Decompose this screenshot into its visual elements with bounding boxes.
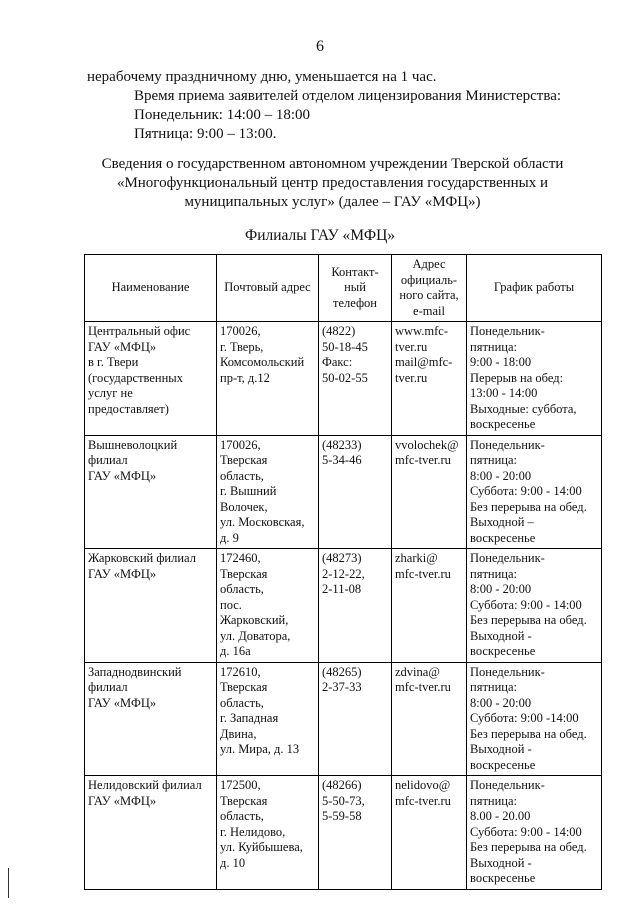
cell-line: пятница: [470,566,517,581]
table-title: Филиалы ГАУ «МФЦ» [244,227,396,244]
cell-line: Нелидовский филиал [88,778,202,792]
cell-line: пятница: [470,339,517,354]
cell-line: пр-т, д.12 [220,370,270,385]
cell-schedule [467,549,602,663]
cell-line: Без перерыва на обед. [470,613,587,627]
cell-line: 50-18-45 [322,339,368,354]
cell-line: область, [220,809,264,823]
cell-line: г. Западная [220,711,279,725]
cell-line: Факс: [322,355,353,369]
cell-line: Почтовый адрес [224,280,311,295]
cell-line: mfc-tver.ru [395,566,451,581]
cell-line: предоставляет) [88,401,169,416]
header-cell-website [392,255,467,322]
table-row [85,662,602,776]
cell-line: область, [220,582,264,596]
cell-line: nelidovo@ [395,778,451,792]
heading-line: Сведения о государственном автономном учреждении Тверской области [101,156,564,172]
cell-line: zdvina@ [395,664,440,679]
cell-website [392,662,467,776]
cell-line: ул. Мира, д. 13 [220,742,300,756]
cell-line: Центральный офис [88,324,191,338]
cell-line: Понедельник- [470,778,545,792]
cell-line: д. 16а [220,644,251,658]
cell-line: Суббота: 9:00 -14:00 [470,711,579,725]
cell-line: Жарковский филиал [88,551,196,565]
cell-line: ГАУ «МФЦ» [88,468,157,483]
cell-line: Понедельник- [470,664,545,679]
cell-line: ного сайта, [399,288,459,302]
cell-line: 5-34-46 [322,453,362,467]
cell-line: воскресенье [470,644,536,658]
table-row [85,322,602,436]
cell-line: ГАУ «МФЦ» [88,566,157,581]
cell-line: д. 10 [220,855,246,870]
cell-line: воскресенье [470,757,536,772]
cell-line: Без перерыва на обед. [470,840,587,854]
cell-line: Адрес [412,257,446,271]
cell-line: 50-02-55 [322,370,368,385]
cell-line: 5-59-58 [322,809,362,823]
cell-address [217,549,319,663]
table-row [85,549,602,663]
cell-line: Тверская [220,793,268,808]
header-cell-name [85,255,217,322]
cell-line: Контакт- [331,264,379,279]
cell-schedule [467,776,602,890]
cell-line: 8:00 - 20:00 [470,582,532,596]
cell-line: 172460, [220,551,261,565]
cell-line: Наименование [111,280,190,295]
margin-mark [8,868,9,898]
cell-line: 5-50-73, [322,793,365,808]
cell-line: (48265) [322,664,362,679]
cell-line: Без перерыва на обед. [470,726,587,741]
cell-line: 170026, [220,324,261,338]
cell-line: г. Вышний [220,484,277,498]
cell-name [85,662,217,776]
cell-line: 2-12-22, [322,566,365,581]
header-cell-address [217,255,319,322]
cell-line: ГАУ «МФЦ» [88,695,157,710]
cell-name [85,435,217,549]
table-header-row [85,255,602,322]
cell-line: Двина, [220,726,257,741]
cell-line: ГАУ «МФЦ» [88,793,157,808]
cell-line: д. 9 [220,530,239,545]
intro-text [87,68,607,144]
cell-line: официаль- [400,272,458,287]
cell-line: (государственных [88,370,183,385]
cell-phone [319,322,392,436]
header-cell-phone [319,255,392,322]
cell-line: (48233) [322,437,362,452]
cell-line: 8:00 - 20:00 [470,468,532,483]
cell-line: Тверская [220,566,268,581]
cell-line: г. Нелидово, [220,824,286,839]
cell-line: 8:00 - 20:00 [470,695,532,710]
cell-line: ный [344,280,366,295]
cell-line: zharki@ [395,551,438,565]
cell-line: воскресенье [470,530,536,545]
heading-line: муниципальных услуг» (далее – ГАУ «МФЦ») [184,194,481,210]
cell-line: Жарковский, [220,613,289,627]
cell-line: Комсомольский [220,355,305,369]
cell-line: Без перерыва на обед. [470,499,587,514]
table-row [85,776,602,890]
cell-line: пятница: [470,680,517,694]
cell-line: Тверская [220,453,268,467]
cell-line: Западнодвинский [88,664,182,679]
cell-line: e-mail [413,303,445,318]
cell-name [85,549,217,663]
cell-line: mfc-tver.ru [395,680,451,694]
cell-line: Понедельник- [470,437,545,452]
cell-line: mail@mfc- [395,355,453,369]
cell-phone [319,435,392,549]
cell-line: mfc-tver.ru [395,793,451,808]
heading-line: «Многофункциональный центр предоставления государственных и [116,175,549,191]
table-body [85,322,602,890]
cell-line: ул. Доватора, [220,628,291,643]
cell-line: ул. Московская, [220,515,305,529]
cell-line: филиал [88,680,128,694]
cell-schedule [467,322,602,436]
cell-line: пятница: [470,453,517,467]
cell-line: Понедельник- [470,324,545,338]
cell-line: Выходной – [470,515,534,529]
cell-line: Выходные: суббота, [470,401,577,416]
cell-website [392,435,467,549]
cell-line: vvolochek@ [395,437,459,452]
cell-line: Перерыв на обед: [470,370,564,385]
page-number: 6 [316,38,324,55]
cell-line: Выходной - [470,628,532,643]
cell-line: Суббота: 9:00 - 14:00 [470,824,582,839]
cell-website [392,322,467,436]
cell-line: телефон [333,295,377,310]
cell-line: (4822) [322,324,356,338]
cell-line: www.mfc- [395,324,448,338]
cell-line: г. Тверь, [220,339,264,354]
cell-line: График работы [493,280,575,295]
cell-website [392,549,467,663]
cell-line: mfc-tver.ru [395,453,451,467]
cell-line: в г. Твери [88,355,139,369]
intro-line: нерабочему праздничному дню, уменьшается на 1 час. [87,69,437,85]
cell-line: филиал [88,453,128,467]
cell-website [392,776,467,890]
cell-name [85,322,217,436]
branches-table [84,254,602,890]
cell-address [217,776,319,890]
cell-line: (48266) [322,778,362,792]
cell-line: tver.ru [395,370,428,385]
cell-line: область, [220,695,264,710]
cell-line: 9:00 - 18:00 [470,355,532,369]
cell-phone [319,662,392,776]
cell-line: пос. [220,597,242,612]
cell-line: ул. Куйбышева, [220,840,303,854]
table-row [85,435,602,549]
cell-line: Понедельник- [470,551,545,565]
cell-line: Вышневолоцкий [88,437,178,452]
cell-line: tver.ru [395,339,428,354]
cell-line: воскресенье [470,417,536,431]
cell-line: Волочек, [220,499,268,514]
cell-line: ГАУ «МФЦ» [88,339,157,354]
cell-line: Выходной - [470,855,532,870]
cell-line: услуг не [88,386,133,400]
cell-line: воскресенье [470,871,536,885]
cell-address [217,662,319,776]
cell-line: Суббота: 9:00 - 14:00 [470,484,582,498]
cell-line: 13:00 - 14:00 [470,386,538,400]
cell-line: Выходной - [470,742,532,756]
cell-line: 2-11-08 [322,582,362,596]
cell-schedule [467,662,602,776]
cell-line: пятница: [470,793,517,808]
cell-name [85,776,217,890]
cell-phone [319,549,392,663]
cell-schedule [467,435,602,549]
intro-line: Время приема заявителей отделом лицензирования Министерства: [134,88,562,104]
cell-line: (48273) [322,551,362,565]
cell-line: 172610, [220,664,261,679]
cell-line: 170026, [220,437,261,452]
cell-line: 172500, [220,778,261,792]
cell-phone [319,776,392,890]
intro-line: Понедельник: 14:00 – 18:00 [134,107,311,123]
cell-line: 8.00 - 20.00 [470,809,531,823]
cell-line: Суббота: 9:00 - 14:00 [470,597,582,612]
header-cell-schedule [467,255,602,322]
cell-line: Тверская [220,680,268,694]
cell-line: 2-37-33 [322,680,362,694]
cell-line: область, [220,468,264,483]
section-heading [60,155,605,212]
cell-address [217,322,319,436]
cell-address [217,435,319,549]
intro-line: Пятница: 9:00 – 13:00. [134,126,277,142]
